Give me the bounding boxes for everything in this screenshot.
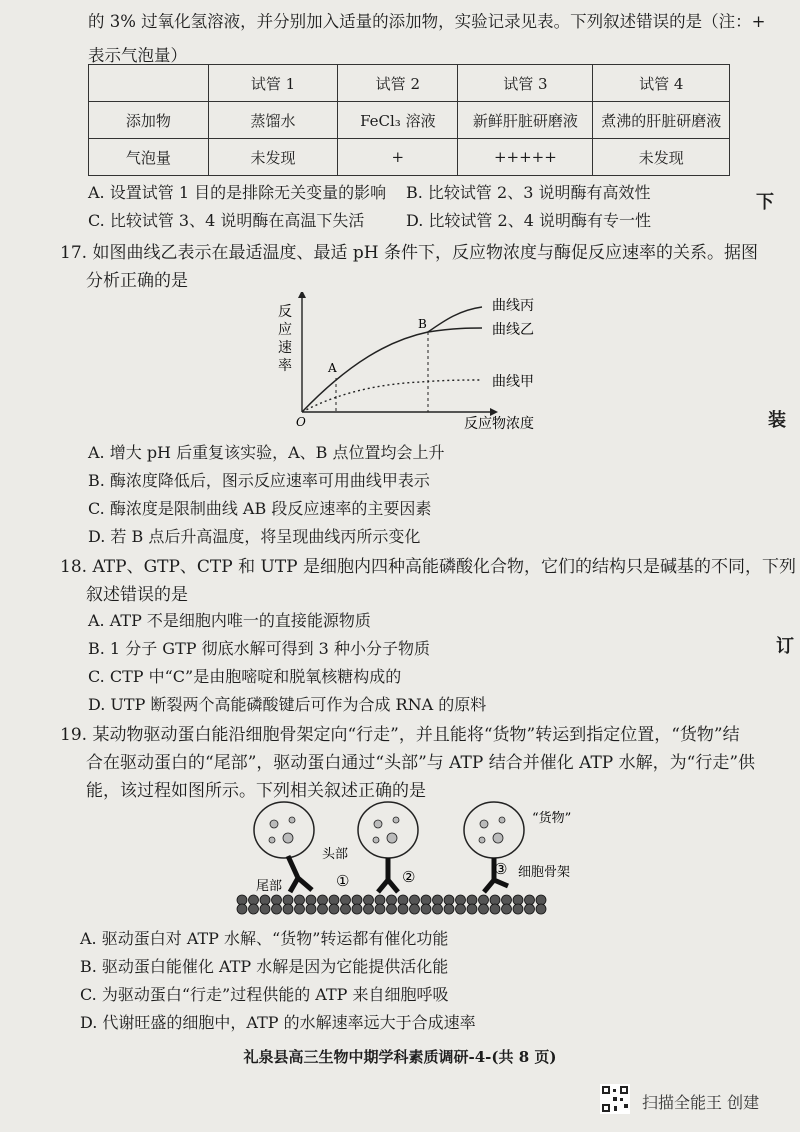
q16-option-d: D. 比较试管 2、4 说明酶有专一性 [406, 211, 651, 230]
tubulin-bead [444, 904, 454, 914]
table-cell: 未发现 [208, 139, 338, 176]
tubulin-bead [318, 904, 328, 914]
tubulin-bead [490, 895, 500, 905]
curve-bing-label: 曲线丙 [492, 298, 534, 314]
point-a-label: A [328, 361, 337, 375]
scanner-watermark: 扫描全能王 创建 [642, 1093, 760, 1112]
tubulin-bead [306, 904, 316, 914]
intro-line-1: 的 3% 过氧化氢溶液，并分别加入适量的添加物，实验记录见表。下列叙述错误的是（注：+ [88, 12, 766, 31]
x-axis-arrow [490, 408, 498, 416]
tubulin-bead [375, 904, 385, 914]
tubulin-bead [272, 904, 282, 914]
head-label: 头部 [322, 847, 349, 862]
margin-char-zhuang: 装 [768, 410, 786, 431]
tubulin-bead [341, 895, 351, 905]
tubulin-bead [341, 904, 351, 914]
y-axis-label-4: 率 [278, 358, 292, 374]
experiment-table [88, 64, 730, 176]
tubulin-bead [456, 904, 466, 914]
cargo-vesicle [254, 802, 314, 858]
tubulin-bead [433, 895, 443, 905]
tubulin-bead [467, 904, 477, 914]
q17-graph [270, 292, 560, 442]
tubulin-bead [318, 895, 328, 905]
curve-jia-line [302, 380, 482, 412]
tail-label: 尾部 [256, 879, 283, 894]
tubulin-bead [479, 895, 489, 905]
tubulin-bead [306, 895, 316, 905]
table-cell: 煮沸的肝脏研磨液 [593, 102, 730, 139]
y-axis-label-3: 速 [278, 340, 292, 356]
q17-option-b: B. 酶浓度降低后，图示反应速率可用曲线甲表示 [88, 471, 430, 490]
q18-option-c: C. CTP 中“C”是由胞嘧啶和脱氧核糖构成的 [88, 667, 402, 686]
tubulin-bead [421, 895, 431, 905]
tubulin-bead [513, 895, 523, 905]
step-3-label: ③ [494, 860, 508, 878]
curve-yi-label: 曲线乙 [492, 322, 534, 338]
q16-option-a: A. 设置试管 1 目的是排除无关变量的影响 [88, 183, 387, 202]
cytoskeleton [237, 895, 546, 914]
q17-option-d: D. 若 B 点后升高温度，将呈现曲线丙所示变化 [88, 527, 421, 546]
cargo-vesicle [464, 802, 524, 858]
tubulin-bead [525, 904, 535, 914]
q19-option-c: C. 为驱动蛋白“行走”过程供能的 ATP 来自细胞呼吸 [80, 985, 449, 1004]
q19-stem-line-1: 19. 某动物驱动蛋白能沿细胞骨架定向“行走”，并且能将“货物”转运到指定位置，“货物”结 [60, 725, 740, 745]
q17-stem-line-2: 分析正确的是 [86, 271, 188, 291]
tubulin-bead [329, 895, 339, 905]
tubulin-bead [502, 895, 512, 905]
q19-diagram [232, 800, 572, 920]
tubulin-bead [387, 904, 397, 914]
y-axis-arrow [298, 292, 306, 298]
table-cell: 试管 2 [338, 65, 458, 102]
q17-option-c: C. 酶浓度是限制曲线 AB 段反应速率的主要因素 [88, 499, 432, 518]
tubulin-bead [479, 904, 489, 914]
table-cell: FeCl₃ 溶液 [338, 102, 458, 139]
qr-code-icon [600, 1084, 630, 1114]
table-cell: 添加物 [89, 102, 209, 139]
tubulin-bead [433, 904, 443, 914]
point-b-label: B [418, 317, 427, 331]
tubulin-bead [421, 904, 431, 914]
curve-jia-label: 曲线甲 [492, 374, 534, 390]
motor-stalk [288, 856, 312, 892]
q19-option-b: B. 驱动蛋白能催化 ATP 水解是因为它能提供活化能 [80, 957, 449, 976]
table-row [89, 139, 730, 176]
table-row [89, 102, 730, 139]
tubulin-bead [375, 895, 385, 905]
y-axis-label-2: 应 [278, 322, 292, 338]
table-cell: 新鲜肝脏研磨液 [458, 102, 593, 139]
table-cell: + [338, 139, 458, 176]
tubulin-bead [490, 904, 500, 914]
cargo-vesicle [358, 802, 418, 858]
tubulin-bead [283, 895, 293, 905]
tubulin-bead [444, 895, 454, 905]
table-cell: 试管 4 [593, 65, 730, 102]
tubulin-bead [272, 895, 282, 905]
q19-stem-line-3: 能，该过程如图所示。下列相关叙述正确的是 [86, 781, 426, 801]
tubulin-bead [364, 895, 374, 905]
tubulin-bead [410, 895, 420, 905]
motor-stalk [378, 858, 398, 892]
x-axis-label: 反应物浓度 [464, 416, 534, 432]
tubulin-bead [352, 904, 362, 914]
q16-option-c: C. 比较试管 3、4 说明酶在高温下失活 [88, 211, 365, 230]
table-cell: 蒸馏水 [208, 102, 338, 139]
margin-char-xia: 下 [756, 192, 774, 213]
margin-char-ding: 订 [776, 636, 794, 657]
table-cell: 试管 1 [208, 65, 338, 102]
tubulin-bead [295, 904, 305, 914]
q18-stem-line-2: 叙述错误的是 [86, 585, 188, 605]
tubulin-bead [237, 904, 247, 914]
step-2-label: ② [402, 868, 416, 886]
tubulin-bead [260, 904, 270, 914]
intro-line-2: 表示气泡量） [88, 46, 187, 65]
cytoskeleton-label: 细胞骨架 [518, 865, 571, 880]
tubulin-bead [237, 895, 247, 905]
q18-option-d: D. UTP 断裂两个高能磷酸键后可作为合成 RNA 的原料 [88, 695, 487, 714]
tubulin-bead [525, 895, 535, 905]
tubulin-bead [295, 895, 305, 905]
tubulin-bead [398, 904, 408, 914]
tubulin-bead [467, 895, 477, 905]
tubulin-bead [249, 895, 259, 905]
page-footer: 礼泉县高三生物中期学科素质调研-4-(共 8 页) [243, 1048, 557, 1066]
tubulin-bead [536, 895, 546, 905]
tubulin-bead [536, 904, 546, 914]
q17-option-a: A. 增大 pH 后重复该实验，A、B 点位置均会上升 [88, 443, 445, 462]
step-1-label: ① [336, 872, 350, 890]
tubulin-bead [329, 904, 339, 914]
table-cell: 气泡量 [89, 139, 209, 176]
tubulin-bead [410, 904, 420, 914]
tubulin-bead [249, 904, 259, 914]
cargo-label: “货物” [532, 811, 572, 826]
tubulin-bead [283, 904, 293, 914]
tubulin-bead [502, 904, 512, 914]
tubulin-bead [260, 895, 270, 905]
q17-stem-line-1: 17. 如图曲线乙表示在最适温度、最适 pH 条件下，反应物浓度与酶促反应速率的关系。据图 [60, 243, 758, 263]
table-header-row [89, 65, 730, 102]
tubulin-bead [364, 904, 374, 914]
table-cell: +++++ [458, 139, 593, 176]
q18-option-a: A. ATP 不是细胞内唯一的直接能源物质 [88, 611, 371, 630]
y-axis-label-1: 反 [278, 304, 292, 320]
tubulin-bead [387, 895, 397, 905]
tubulin-bead [352, 895, 362, 905]
table-cell [89, 65, 209, 102]
table-cell: 试管 3 [458, 65, 593, 102]
tubulin-bead [513, 904, 523, 914]
q19-option-a: A. 驱动蛋白对 ATP 水解、“货物”转运都有催化功能 [80, 929, 449, 948]
tubulin-bead [398, 895, 408, 905]
q19-option-d: D. 代谢旺盛的细胞中，ATP 的水解速率远大于合成速率 [80, 1013, 476, 1032]
tubulin-bead [456, 895, 466, 905]
q18-stem-line-1: 18. ATP、GTP、CTP 和 UTP 是细胞内四种高能磷酸化合物，它们的结构只是碱基的不同，下列 [60, 557, 797, 577]
table-cell: 未发现 [593, 139, 730, 176]
q16-option-b: B. 比较试管 2、3 说明酶有高效性 [406, 183, 651, 202]
motor-protein-3 [464, 802, 524, 892]
q18-option-b: B. 1 分子 GTP 彻底水解可得到 3 种小分子物质 [88, 639, 430, 658]
origin-label: O [296, 415, 306, 429]
q19-stem-line-2: 合在驱动蛋白的“尾部”，驱动蛋白通过“头部”与 ATP 结合并催化 ATP 水解，为“行走”供 [86, 753, 756, 773]
